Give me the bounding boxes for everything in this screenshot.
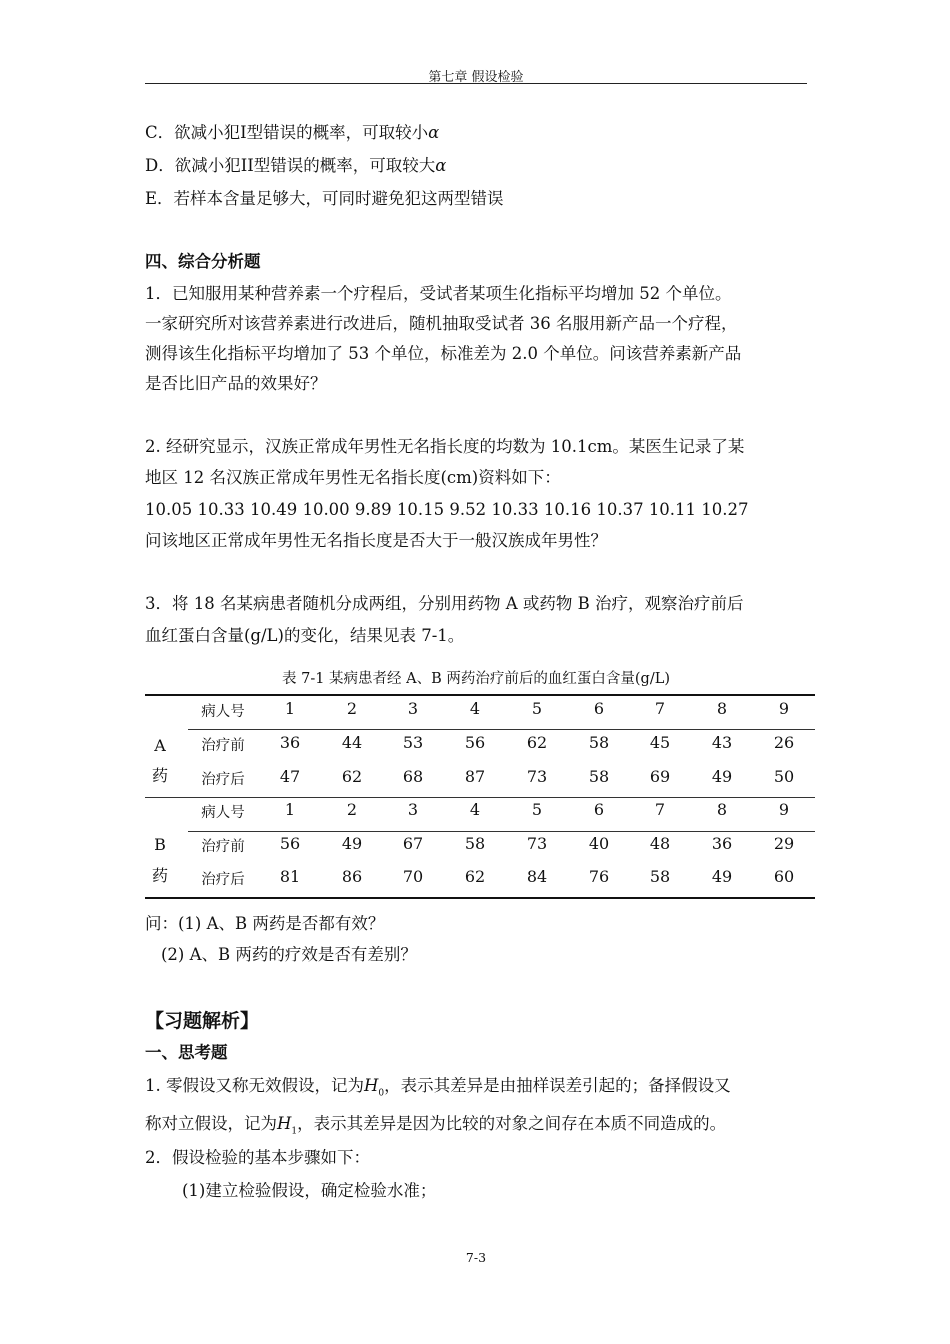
table-cell: 6 — [593, 800, 605, 819]
table-cell: 2 — [346, 699, 358, 718]
table-group-rule — [145, 797, 815, 798]
group-a-label-2: 药 — [151, 766, 168, 785]
table-cell: 49 — [341, 834, 363, 853]
table-cell: 87 — [464, 767, 486, 786]
table-cell: 43 — [711, 733, 733, 752]
table-cell: 45 — [649, 733, 671, 752]
group-b-label-2: 药 — [151, 866, 168, 885]
row-label: 治疗前 — [201, 839, 245, 855]
q2-line-2: 地区 12 名汉族正常成年男性无名指长度(cm)资料如下： — [145, 468, 561, 487]
table-top-rule — [145, 694, 815, 696]
table-cell: 60 — [773, 867, 795, 886]
table-cell: 58 — [588, 767, 610, 786]
table-cell: 8 — [716, 699, 728, 718]
table-cell: 70 — [402, 867, 424, 886]
option-e: E．若样本含量足够大，可同时避免犯这两型错误 — [145, 189, 504, 208]
question-1: 问：(1) A、B 两药是否都有效？ — [145, 914, 385, 933]
table-cell: 50 — [773, 767, 795, 786]
q1-line-1: 1．已知服用某种营养素一个疗程后，受试者某项生化指标平均增加 52 个单位。 — [145, 284, 732, 303]
table-cell: 3 — [407, 699, 419, 718]
q1-line-3: 测得该生化指标平均增加了 53 个单位，标准差为 2.0 个单位。问该营养素新产品 — [145, 344, 742, 363]
table-cell: 62 — [341, 767, 363, 786]
table-cell: 73 — [526, 767, 548, 786]
table-rule — [188, 831, 815, 832]
table-cell: 29 — [773, 834, 795, 853]
row-label: 病人号 — [201, 805, 245, 821]
analysis-title: 【习题解析】 — [145, 1010, 260, 1032]
table-caption: 表 7-1 某病患者经 A、B 两药治疗前后的血红蛋白含量(g/L) — [281, 671, 671, 687]
group-b-label: B — [154, 835, 166, 854]
table-cell: 2 — [346, 800, 358, 819]
table-cell: 26 — [773, 733, 795, 752]
table-cell: 56 — [464, 733, 486, 752]
option-d: D．欲减小犯II型错误的概率，可取较大α — [145, 156, 447, 175]
header-rule — [145, 83, 807, 84]
table-bottom-rule — [145, 897, 815, 899]
analysis-subtitle: 一、思考题 — [145, 1043, 228, 1062]
table-cell: 73 — [526, 834, 548, 853]
q1-line-4: 是否比旧产品的效果好？ — [145, 374, 327, 393]
table-cell: 7 — [654, 800, 666, 819]
row-label: 治疗后 — [201, 872, 245, 888]
q2-line-4: 问该地区正常成年男性无名指长度是否大于一般汉族成年男性？ — [145, 531, 607, 550]
table-cell: 69 — [649, 767, 671, 786]
table-cell: 68 — [402, 767, 424, 786]
table-cell: 53 — [402, 733, 424, 752]
page-number: 7-3 — [465, 1250, 487, 1265]
table-cell: 62 — [526, 733, 548, 752]
table-cell: 3 — [407, 800, 419, 819]
table-cell: 9 — [778, 699, 790, 718]
q2-data: 10.05 10.33 10.49 10.00 9.89 10.15 9.52 10.33 10.16 10.37 10.11 10.27 — [145, 500, 749, 519]
row-label: 病人号 — [201, 704, 245, 720]
table-cell: 7 — [654, 699, 666, 718]
table-cell: 58 — [649, 867, 671, 886]
table-cell: 58 — [464, 834, 486, 853]
table-cell: 1 — [284, 699, 296, 718]
table-cell: 76 — [588, 867, 610, 886]
table-cell: 36 — [711, 834, 733, 853]
table-cell: 8 — [716, 800, 728, 819]
table-cell: 5 — [531, 800, 543, 819]
table-cell: 9 — [778, 800, 790, 819]
row-label: 治疗后 — [201, 772, 245, 788]
section-title: 四、综合分析题 — [145, 252, 261, 271]
analysis-line-3: 2．假设检验的基本步骤如下： — [145, 1148, 370, 1167]
table-cell: 48 — [649, 834, 671, 853]
table-cell: 36 — [279, 733, 301, 752]
table-cell: 56 — [279, 834, 301, 853]
analysis-line-1: 1. 零假设又称无效假设，记为$H_0$，表示其差异是由抽样误差引起的；备择假设又 — [145, 1076, 731, 1099]
q3-line-2: 血红蛋白含量(g/L)的变化，结果见表 7-1。 — [145, 626, 465, 645]
table-cell: 58 — [588, 733, 610, 752]
table-cell: 67 — [402, 834, 424, 853]
group-a-label: A — [154, 736, 166, 755]
page-header: 第七章 假设检验 — [428, 70, 524, 85]
q3-line-1: 3．将 18 名某病患者随机分成两组，分别用药物 A 或药物 B 治疗，观察治疗前后 — [145, 594, 744, 613]
table-cell: 49 — [711, 767, 733, 786]
question-2: (2) A、B 两药的疗效是否有差别？ — [161, 945, 417, 964]
table-cell: 1 — [284, 800, 296, 819]
analysis-line-2: 称对立假设，记为$H_1$，表示其差异是因为比较的对象之间存在本质不同造成的。 — [145, 1114, 727, 1137]
option-c: C．欲减小犯I型错误的概率，可取较小α — [145, 123, 440, 142]
table-cell: 40 — [588, 834, 610, 853]
table-cell: 6 — [593, 699, 605, 718]
q2-line-1: 2. 经研究显示，汉族正常成年男性无名指长度的均数为 10.1cm。某医生记录了某 — [145, 437, 745, 456]
table-cell: 5 — [531, 699, 543, 718]
analysis-line-4: (1)建立检验假设，确定检验水准； — [182, 1181, 437, 1200]
table-cell: 81 — [279, 867, 301, 886]
table-cell: 47 — [279, 767, 301, 786]
q1-line-2: 一家研究所对该营养素进行改进后，随机抽取受试者 36 名服用新产品一个疗程， — [145, 314, 738, 333]
table-cell: 4 — [469, 800, 481, 819]
table-cell: 44 — [341, 733, 363, 752]
table-cell: 62 — [464, 867, 486, 886]
table-cell: 49 — [711, 867, 733, 886]
table-cell: 4 — [469, 699, 481, 718]
row-label: 治疗前 — [201, 738, 245, 754]
table-cell: 84 — [526, 867, 548, 886]
table-rule — [188, 729, 815, 730]
table-cell: 86 — [341, 867, 363, 886]
